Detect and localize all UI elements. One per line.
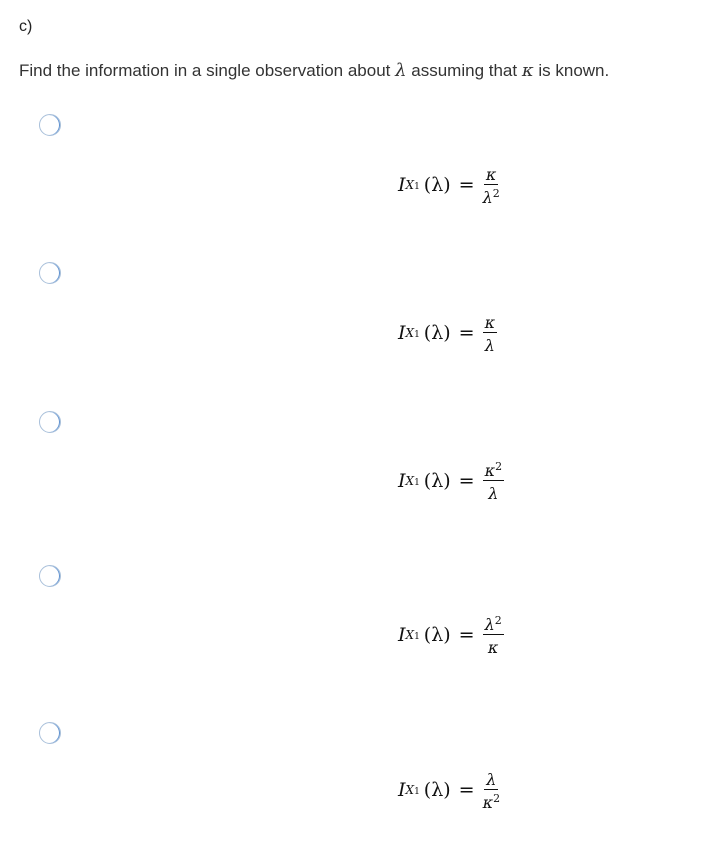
- option-radio-2[interactable]: [39, 262, 61, 284]
- equals-sign: =: [458, 469, 475, 492]
- option-radio-1[interactable]: [39, 114, 61, 136]
- subscript-x: X: [405, 627, 415, 642]
- denominator-exponent: 2: [492, 187, 500, 200]
- denominator: [488, 635, 499, 657]
- subscript-index: 1: [414, 181, 420, 192]
- numerator: [483, 612, 504, 635]
- question-prefix: Find the information in a single observation about: [19, 61, 396, 80]
- option-formula-3[interactable]: [398, 458, 504, 503]
- numerator: [483, 458, 505, 481]
- information-symbol: I: [398, 469, 406, 492]
- numerator-base: λ: [484, 615, 495, 634]
- argument: (λ): [423, 469, 451, 492]
- question-suffix: is known.: [533, 61, 610, 80]
- numerator-base: κ: [484, 313, 496, 332]
- denominator: [483, 185, 500, 207]
- subscript-x: X: [405, 177, 415, 192]
- subscript-index: 1: [414, 631, 420, 642]
- option-formula-4[interactable]: [398, 612, 504, 657]
- denominator: [488, 481, 498, 503]
- numerator: [484, 767, 498, 790]
- numerator: [484, 162, 499, 185]
- numerator-base: κ: [484, 461, 496, 480]
- argument: (λ): [423, 623, 451, 646]
- equals-sign: =: [458, 173, 475, 196]
- subscript-index: 1: [414, 329, 420, 340]
- fraction: [483, 767, 501, 812]
- denominator-base: λ: [484, 336, 495, 355]
- subscript-index: 1: [414, 786, 420, 797]
- denominator: [485, 333, 495, 355]
- option-formula-1[interactable]: [398, 162, 500, 207]
- equals-sign: =: [458, 623, 475, 646]
- lambda-symbol: λ: [395, 60, 407, 81]
- question-text: [19, 60, 609, 81]
- numerator-base: κ: [485, 165, 497, 184]
- information-symbol: I: [398, 623, 406, 646]
- argument: (λ): [423, 321, 451, 344]
- argument: (λ): [423, 778, 451, 801]
- denominator: [483, 790, 501, 812]
- denominator-base: κ: [482, 793, 494, 812]
- denominator-exponent: 2: [493, 792, 501, 805]
- numerator-base: λ: [486, 770, 497, 789]
- subscript-index: 1: [414, 477, 420, 488]
- denominator-base: λ: [488, 484, 499, 503]
- fraction: [483, 612, 504, 657]
- kappa-symbol: κ: [521, 60, 534, 81]
- subscript-x: X: [405, 782, 415, 797]
- option-formula-5[interactable]: [398, 767, 500, 812]
- equals-sign: =: [458, 321, 475, 344]
- information-symbol: I: [398, 778, 406, 801]
- numerator-exponent: 2: [495, 460, 503, 473]
- information-symbol: I: [398, 321, 406, 344]
- question-middle: assuming that: [406, 61, 522, 80]
- numerator-exponent: 2: [494, 614, 502, 627]
- fraction: [483, 310, 498, 355]
- option-radio-5[interactable]: [39, 722, 61, 744]
- option-radio-3[interactable]: [39, 411, 61, 433]
- subscript-x: X: [405, 473, 415, 488]
- subscript-x: X: [405, 325, 415, 340]
- fraction: [483, 458, 505, 503]
- denominator-base: λ: [482, 188, 493, 207]
- equals-sign: =: [458, 778, 475, 801]
- argument: (λ): [423, 173, 451, 196]
- numerator: [483, 310, 498, 333]
- option-formula-2[interactable]: [398, 310, 497, 355]
- part-label: c): [19, 18, 33, 35]
- fraction: [483, 162, 500, 207]
- denominator-base: κ: [487, 638, 499, 657]
- information-symbol: I: [398, 173, 406, 196]
- option-radio-4[interactable]: [39, 565, 61, 587]
